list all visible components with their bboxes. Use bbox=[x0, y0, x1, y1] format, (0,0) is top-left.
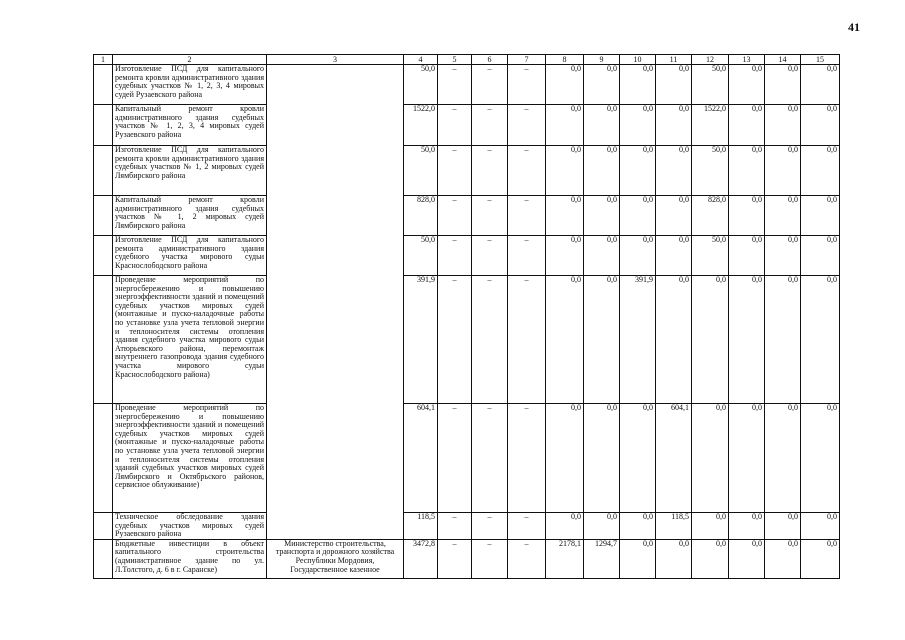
value-cell: 0,0 bbox=[546, 146, 584, 196]
value-cell: 0,0 bbox=[729, 65, 765, 105]
table-row bbox=[94, 146, 840, 196]
total-value-cell: 391,9 bbox=[404, 276, 438, 404]
column-header: 3 bbox=[267, 55, 404, 65]
value-cell: 1522,0 bbox=[692, 105, 729, 146]
value-cell: 0,0 bbox=[656, 196, 692, 236]
value-cell: 0,0 bbox=[546, 65, 584, 105]
row-index-cell bbox=[94, 404, 113, 513]
value-cell: 118,5 bbox=[656, 513, 692, 540]
value-cell: 50,0 bbox=[692, 146, 729, 196]
value-cell: – bbox=[472, 65, 508, 105]
value-cell: – bbox=[508, 105, 546, 146]
row-index-cell bbox=[94, 105, 113, 146]
value-cell: 0,0 bbox=[584, 65, 620, 105]
value-cell: 0,0 bbox=[765, 404, 801, 513]
value-cell: 0,0 bbox=[801, 276, 840, 404]
value-cell: – bbox=[472, 105, 508, 146]
value-cell: – bbox=[438, 236, 472, 276]
total-value-cell: 118,5 bbox=[404, 513, 438, 540]
value-cell: 0,0 bbox=[801, 146, 840, 196]
value-cell: 0,0 bbox=[729, 146, 765, 196]
value-cell: – bbox=[508, 276, 546, 404]
total-value-cell: 50,0 bbox=[404, 146, 438, 196]
column-header: 10 bbox=[620, 55, 656, 65]
value-cell: 0,0 bbox=[801, 196, 840, 236]
value-cell: 604,1 bbox=[656, 404, 692, 513]
value-cell: 0,0 bbox=[692, 404, 729, 513]
value-cell: – bbox=[508, 236, 546, 276]
value-cell: 0,0 bbox=[620, 65, 656, 105]
total-value-cell: 604,1 bbox=[404, 404, 438, 513]
column-header: 7 bbox=[508, 55, 546, 65]
table-row bbox=[94, 404, 840, 513]
value-cell: 0,0 bbox=[546, 404, 584, 513]
value-cell: 0,0 bbox=[801, 236, 840, 276]
column-header: 2 bbox=[113, 55, 267, 65]
value-cell: 0,0 bbox=[546, 105, 584, 146]
value-cell: – bbox=[508, 539, 546, 578]
row-index-cell bbox=[94, 146, 113, 196]
column-header: 13 bbox=[729, 55, 765, 65]
value-cell: 0,0 bbox=[729, 105, 765, 146]
measure-description: Изготовление ПСД для капитального ремонта кровли административного здания судебных участков № 1, 2 мировых судей Лямбирского района bbox=[113, 146, 267, 196]
value-cell: 50,0 bbox=[692, 236, 729, 276]
value-cell: 0,0 bbox=[656, 276, 692, 404]
value-cell: 0,0 bbox=[620, 404, 656, 513]
executor-cell bbox=[267, 236, 404, 276]
value-cell: 0,0 bbox=[656, 65, 692, 105]
value-cell: 0,0 bbox=[620, 539, 656, 578]
measure-description: Капитальный ремонт кровли административного здания судебных участков № 1, 2 мировых судей Лямбирского района bbox=[113, 196, 267, 236]
value-cell: – bbox=[508, 196, 546, 236]
value-cell: – bbox=[438, 404, 472, 513]
value-cell: 0,0 bbox=[765, 196, 801, 236]
column-header: 12 bbox=[692, 55, 729, 65]
value-cell: 50,0 bbox=[692, 65, 729, 105]
value-cell: 0,0 bbox=[801, 539, 840, 578]
executor-cell bbox=[267, 404, 404, 513]
value-cell: – bbox=[472, 539, 508, 578]
value-cell: 0,0 bbox=[584, 146, 620, 196]
value-cell: 0,0 bbox=[584, 513, 620, 540]
value-cell: 0,0 bbox=[656, 146, 692, 196]
value-cell: 0,0 bbox=[692, 276, 729, 404]
total-value-cell: 1522,0 bbox=[404, 105, 438, 146]
value-cell: – bbox=[438, 146, 472, 196]
value-cell: 0,0 bbox=[765, 236, 801, 276]
measure-description: Капитальный ремонт кровли административного здания судебных участков № 1, 2, 3, 4 мировых судей Рузаевского района bbox=[113, 105, 267, 146]
value-cell: 0,0 bbox=[729, 404, 765, 513]
value-cell: 0,0 bbox=[656, 539, 692, 578]
executor-cell bbox=[267, 276, 404, 404]
value-cell: 0,0 bbox=[765, 276, 801, 404]
executor-cell bbox=[267, 65, 404, 105]
value-cell: 0,0 bbox=[729, 539, 765, 578]
table-row bbox=[94, 65, 840, 105]
value-cell: 0,0 bbox=[692, 513, 729, 540]
value-cell: 828,0 bbox=[692, 196, 729, 236]
value-cell: 0,0 bbox=[765, 539, 801, 578]
value-cell: 0,0 bbox=[584, 276, 620, 404]
value-cell: 0,0 bbox=[584, 105, 620, 146]
value-cell: – bbox=[508, 65, 546, 105]
value-cell: 0,0 bbox=[765, 105, 801, 146]
value-cell: 0,0 bbox=[620, 105, 656, 146]
value-cell: – bbox=[472, 513, 508, 540]
value-cell: 391,9 bbox=[620, 276, 656, 404]
total-value-cell: 828,0 bbox=[404, 196, 438, 236]
value-cell: 0,0 bbox=[620, 196, 656, 236]
row-index-cell bbox=[94, 236, 113, 276]
value-cell: – bbox=[438, 196, 472, 236]
value-cell: – bbox=[438, 105, 472, 146]
value-cell: 2178,1 bbox=[546, 539, 584, 578]
table-row bbox=[94, 276, 840, 404]
value-cell: 1294,7 bbox=[584, 539, 620, 578]
column-header: 14 bbox=[765, 55, 801, 65]
value-cell: – bbox=[472, 276, 508, 404]
value-cell: 0,0 bbox=[765, 65, 801, 105]
table-row bbox=[94, 513, 840, 540]
column-header: 15 bbox=[801, 55, 840, 65]
value-cell: – bbox=[508, 513, 546, 540]
column-header: 9 bbox=[584, 55, 620, 65]
executor-cell: Министерство строительства, транспорта и дорожного хозяйства Республики Мордовия, Государственное казенное bbox=[267, 539, 404, 578]
value-cell: – bbox=[438, 276, 472, 404]
executor-cell bbox=[267, 146, 404, 196]
value-cell: – bbox=[438, 65, 472, 105]
row-index-cell bbox=[94, 513, 113, 540]
row-index-cell bbox=[94, 539, 113, 578]
value-cell: 0,0 bbox=[656, 236, 692, 276]
column-header: 1 bbox=[94, 55, 113, 65]
value-cell: – bbox=[508, 146, 546, 196]
value-cell: 0,0 bbox=[620, 146, 656, 196]
total-value-cell: 3472,8 bbox=[404, 539, 438, 578]
value-cell: 0,0 bbox=[801, 105, 840, 146]
value-cell: 0,0 bbox=[765, 513, 801, 540]
value-cell: 0,0 bbox=[729, 236, 765, 276]
executor-cell bbox=[267, 196, 404, 236]
value-cell: – bbox=[438, 539, 472, 578]
row-index-cell bbox=[94, 65, 113, 105]
executor-cell bbox=[267, 105, 404, 146]
value-cell: 0,0 bbox=[546, 196, 584, 236]
value-cell: 0,0 bbox=[584, 196, 620, 236]
column-header: 4 bbox=[404, 55, 438, 65]
value-cell: 0,0 bbox=[692, 539, 729, 578]
total-value-cell: 50,0 bbox=[404, 65, 438, 105]
value-cell: 0,0 bbox=[765, 146, 801, 196]
row-index-cell bbox=[94, 276, 113, 404]
measure-description: Изготовление ПСД для капитального ремонта кровли административного здания судебных участков № 1, 2, 3, 4 мировых судей Рузаевского района bbox=[113, 65, 267, 105]
measure-description: Техническое обследование здания судебных участков мировых судей Рузаевского района bbox=[113, 513, 267, 540]
value-cell: 0,0 bbox=[546, 276, 584, 404]
value-cell: – bbox=[472, 146, 508, 196]
measure-description: Изготовление ПСД для капитального ремонта административного здания судебного участка мирового судьи Краснослободского района bbox=[113, 236, 267, 276]
total-value-cell: 50,0 bbox=[404, 236, 438, 276]
value-cell: 0,0 bbox=[584, 236, 620, 276]
value-cell: 0,0 bbox=[801, 404, 840, 513]
value-cell: 0,0 bbox=[584, 404, 620, 513]
table-row bbox=[94, 236, 840, 276]
value-cell: 0,0 bbox=[729, 513, 765, 540]
value-cell: 0,0 bbox=[729, 196, 765, 236]
value-cell: – bbox=[508, 404, 546, 513]
value-cell: 0,0 bbox=[729, 276, 765, 404]
value-cell: – bbox=[438, 513, 472, 540]
value-cell: 0,0 bbox=[546, 513, 584, 540]
value-cell: 0,0 bbox=[656, 105, 692, 146]
measure-description: Проведение мероприятий по энергосбережению и повышению энергоэффективности зданий и помещений судебных участков мировых судей (монтажные и пуско-наладочные работы по установке узла учета тепловой энергии и теплоносителя системы отопления здания судебного участка мирового судьи Атюрьевского района, перемонтаж внутреннего газопровода здания судебного участка мирового судьи Краснослободского района) bbox=[113, 276, 267, 404]
column-header: 11 bbox=[656, 55, 692, 65]
column-number-header-row bbox=[94, 55, 840, 65]
value-cell: 0,0 bbox=[620, 236, 656, 276]
table-row bbox=[94, 196, 840, 236]
measure-description: Бюджетные инвестиции в объект капитального строительства (административное здание по ул. Л.Толстого, д. 6 в г. Саранске) bbox=[113, 539, 267, 578]
value-cell: 0,0 bbox=[801, 513, 840, 540]
value-cell: – bbox=[472, 196, 508, 236]
column-header: 5 bbox=[438, 55, 472, 65]
column-header: 6 bbox=[472, 55, 508, 65]
row-index-cell bbox=[94, 196, 113, 236]
page-number: 41 bbox=[848, 20, 860, 34]
column-header: 8 bbox=[546, 55, 584, 65]
measure-description: Проведение мероприятий по энергосбережению и повышению энергоэффективности зданий и помещений судебных участков мировых судей (монтажные и пуско-наладочные работы по установке узла учета тепловой энергии и теплоносителя системы отопления зданий судебных участков мировых судей Лямбирского и Октябрьского районов, сервисное облуживание) bbox=[113, 404, 267, 513]
table-row bbox=[94, 539, 840, 578]
table-row bbox=[94, 105, 840, 146]
budget-table bbox=[93, 54, 840, 579]
value-cell: – bbox=[472, 404, 508, 513]
value-cell: 0,0 bbox=[546, 236, 584, 276]
value-cell: – bbox=[472, 236, 508, 276]
executor-cell bbox=[267, 513, 404, 540]
value-cell: 0,0 bbox=[801, 65, 840, 105]
value-cell: 0,0 bbox=[620, 513, 656, 540]
